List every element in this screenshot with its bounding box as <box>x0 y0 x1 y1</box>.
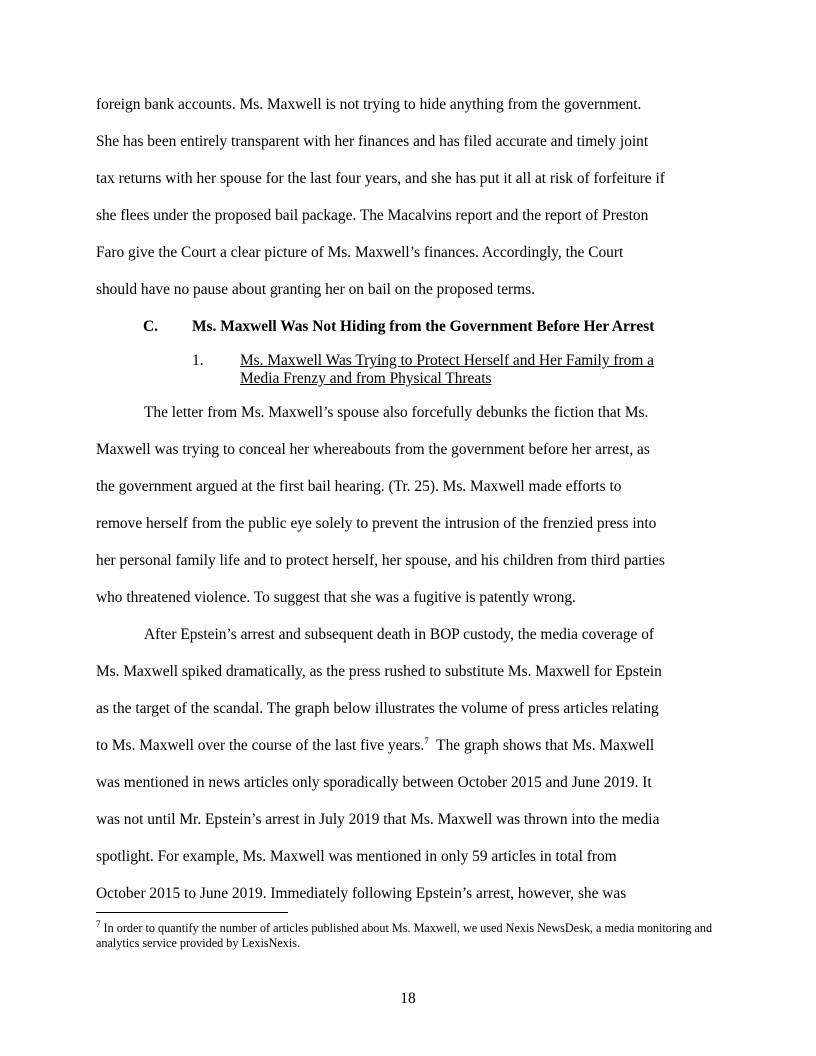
para2-line-2: Maxwell was trying to conceal her whereabouts from the government before her arrest, as <box>96 441 650 458</box>
footnote-number: 7 <box>96 918 101 929</box>
footnote <box>96 918 736 951</box>
footnote-reference[interactable]: 7 <box>424 735 429 746</box>
para1-line-5: Faro give the Court a clear picture of Ms. Maxwell’s finances. Accordingly, the Court <box>96 244 624 261</box>
para1-line-3: tax returns with her spouse for the last four years, and she has put it all at risk of forfeiture if <box>96 170 665 187</box>
para3-line-1: After Epstein’s arrest and subsequent death in BOP custody, the media coverage of <box>144 626 655 643</box>
para1-line-6: should have no pause about granting her on bail on the proposed terms. <box>96 281 535 298</box>
subsection-title-line-1: Ms. Maxwell Was Trying to Protect Herself and Her Family from a <box>240 352 654 369</box>
para1-line-1: foreign bank accounts. Ms. Maxwell is not trying to hide anything from the government. <box>96 96 642 113</box>
para2-line-4: remove herself from the public eye solely to prevent the intrusion of the frenzied press into <box>96 515 657 532</box>
section-letter: C. <box>143 318 158 335</box>
para3-line-4 <box>96 737 654 755</box>
para2-line-5: her personal family life and to protect herself, her spouse, and his children from third parties <box>96 552 665 569</box>
para3-line-7: spotlight. For example, Ms. Maxwell was mentioned in only 59 articles in total from <box>96 848 617 865</box>
para3-line-6: was not until Mr. Epstein’s arrest in July 2019 that Ms. Maxwell was thrown into the media <box>96 811 660 828</box>
para3-line-2: Ms. Maxwell spiked dramatically, as the press rushed to substitute Ms. Maxwell for Epstein <box>96 663 662 680</box>
subsection-title-line-2: Media Frenzy and from Physical Threats <box>240 370 492 387</box>
subsection-number: 1. <box>192 352 204 369</box>
para2-line-6: who threatened violence. To suggest that she was a fugitive is patently wrong. <box>96 589 576 606</box>
para2-line-3: the government argued at the first bail hearing. (Tr. 25). Ms. Maxwell made efforts to <box>96 478 622 495</box>
footnote-text: In order to quantify the number of articles published about Ms. Maxwell, we used Nexis NewsDesk, a media monitoring and analytics service provided by LexisNexis. <box>96 921 713 950</box>
para3-line-8: October 2015 to June 2019. Immediately following Epstein’s arrest, however, she was <box>96 885 627 902</box>
para2-line-1: The letter from Ms. Maxwell’s spouse also forcefully debunks the fiction that Ms. <box>144 404 649 421</box>
section-title: Ms. Maxwell Was Not Hiding from the Government Before Her Arrest <box>192 318 655 335</box>
para3-line-5: was mentioned in news articles only sporadically between October 2015 and June 2019. It <box>96 774 652 791</box>
footnote-divider <box>96 912 288 913</box>
para3-line-3: as the target of the scandal. The graph below illustrates the volume of press articles relating <box>96 700 659 717</box>
para1-line-4: she flees under the proposed bail package. The Macalvins report and the report of Preston <box>96 207 649 224</box>
para3-line-4-text-b: The graph shows that Ms. Maxwell <box>428 737 655 754</box>
page-number: 18 <box>400 990 416 1007</box>
para3-line-4-text-a: to Ms. Maxwell over the course of the last five years. <box>96 737 425 754</box>
para1-line-2: She has been entirely transparent with her finances and has filed accurate and timely joint <box>96 133 649 150</box>
